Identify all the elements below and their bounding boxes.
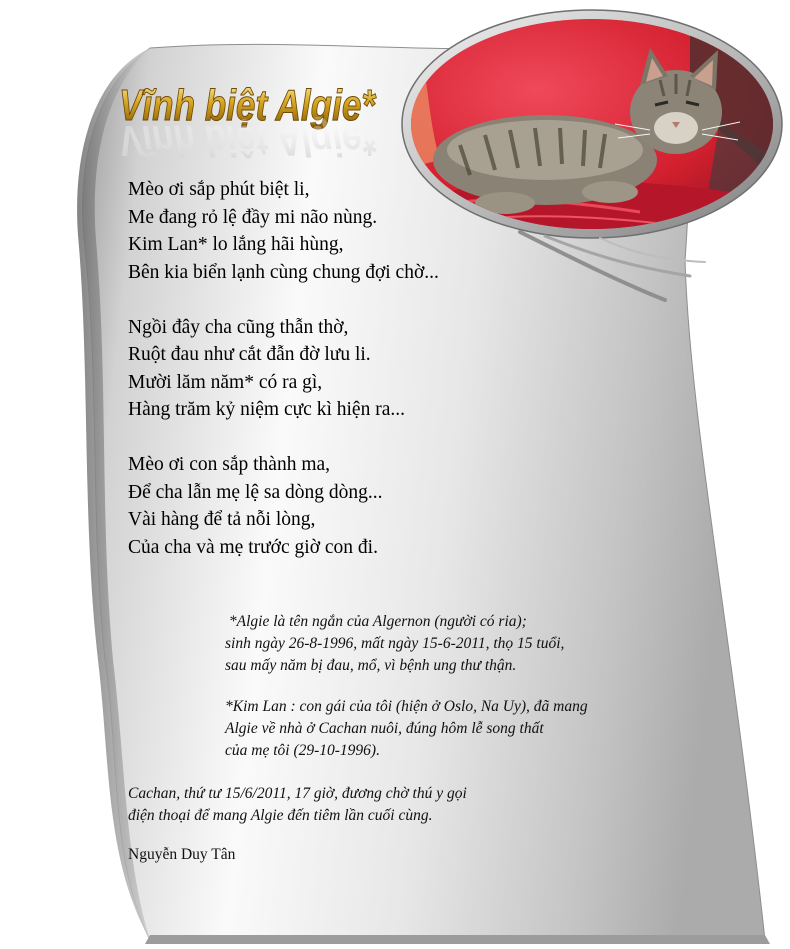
poem-line: Me đang rỏ lệ đầy mi não nùng. xyxy=(128,206,378,228)
note-line: *Algie là tên ngắn của Algernon (người có ria); xyxy=(225,613,527,630)
note-line: sinh ngày 26-8-1996, mất ngày 15-6-2011, thọ 15 tuổi, xyxy=(225,635,565,652)
author-name: Nguyễn Duy Tân xyxy=(128,846,236,863)
poem-line: Vài hàng để tả nỗi lòng, xyxy=(128,509,316,530)
poem-line: Của cha và mẹ trước giờ con đi. xyxy=(128,536,378,558)
poem-line: Hàng trăm kỷ niệm cực kì hiện ra... xyxy=(128,399,405,420)
dateline xyxy=(128,783,467,827)
poem-body xyxy=(128,176,439,589)
note-line: sau mấy năm bị đau, mổ, vì bệnh ung thư thận. xyxy=(225,657,517,674)
poem-stanza-3 xyxy=(128,451,439,561)
note-kimlan xyxy=(225,696,588,762)
note-algie xyxy=(225,611,564,677)
note-line: Algie về nhà ở Cachan nuôi, đúng hôm lễ song thất xyxy=(225,720,544,737)
poem-title xyxy=(115,64,385,174)
dateline-line: Cachan, thứ tư 15/6/2011, 17 giờ, đương chờ thú y gọi xyxy=(128,785,467,802)
note-line: *Kim Lan : con gái của tôi (hiện ở Oslo, Na Uy), đã mang xyxy=(225,698,588,715)
poem-stanza-2 xyxy=(128,314,439,424)
dateline-line: điện thoại để mang Algie đến tiêm lần cuối cùng. xyxy=(128,807,433,824)
poem-line: Để cha lẫn mẹ lệ sa dòng dòng... xyxy=(128,481,383,503)
poem-line: Bên kia biển lạnh cùng chung đợi chờ... xyxy=(128,261,439,283)
poem-line: Mèo ơi con sắp thành ma, xyxy=(128,454,331,475)
note-line: của mẹ tôi (29-10-1996). xyxy=(225,742,380,759)
poem-stanza-1 xyxy=(128,176,439,286)
title-reflection: Vĩnh biệt Algie* xyxy=(119,116,377,165)
poem-line: Mười lăm năm* có ra gì, xyxy=(128,371,323,393)
title-text: Vĩnh biệt Algie* xyxy=(119,81,377,130)
poem-line: Mèo ơi sắp phút biệt li, xyxy=(128,179,310,200)
poem-line: Kim Lan* lo lắng hãi hùng, xyxy=(128,234,344,255)
poem-line: Ruột đau như cắt đẫn đờ lưu li. xyxy=(128,344,371,365)
poem-line: Ngồi đây cha cũng thẫn thờ, xyxy=(128,316,349,338)
